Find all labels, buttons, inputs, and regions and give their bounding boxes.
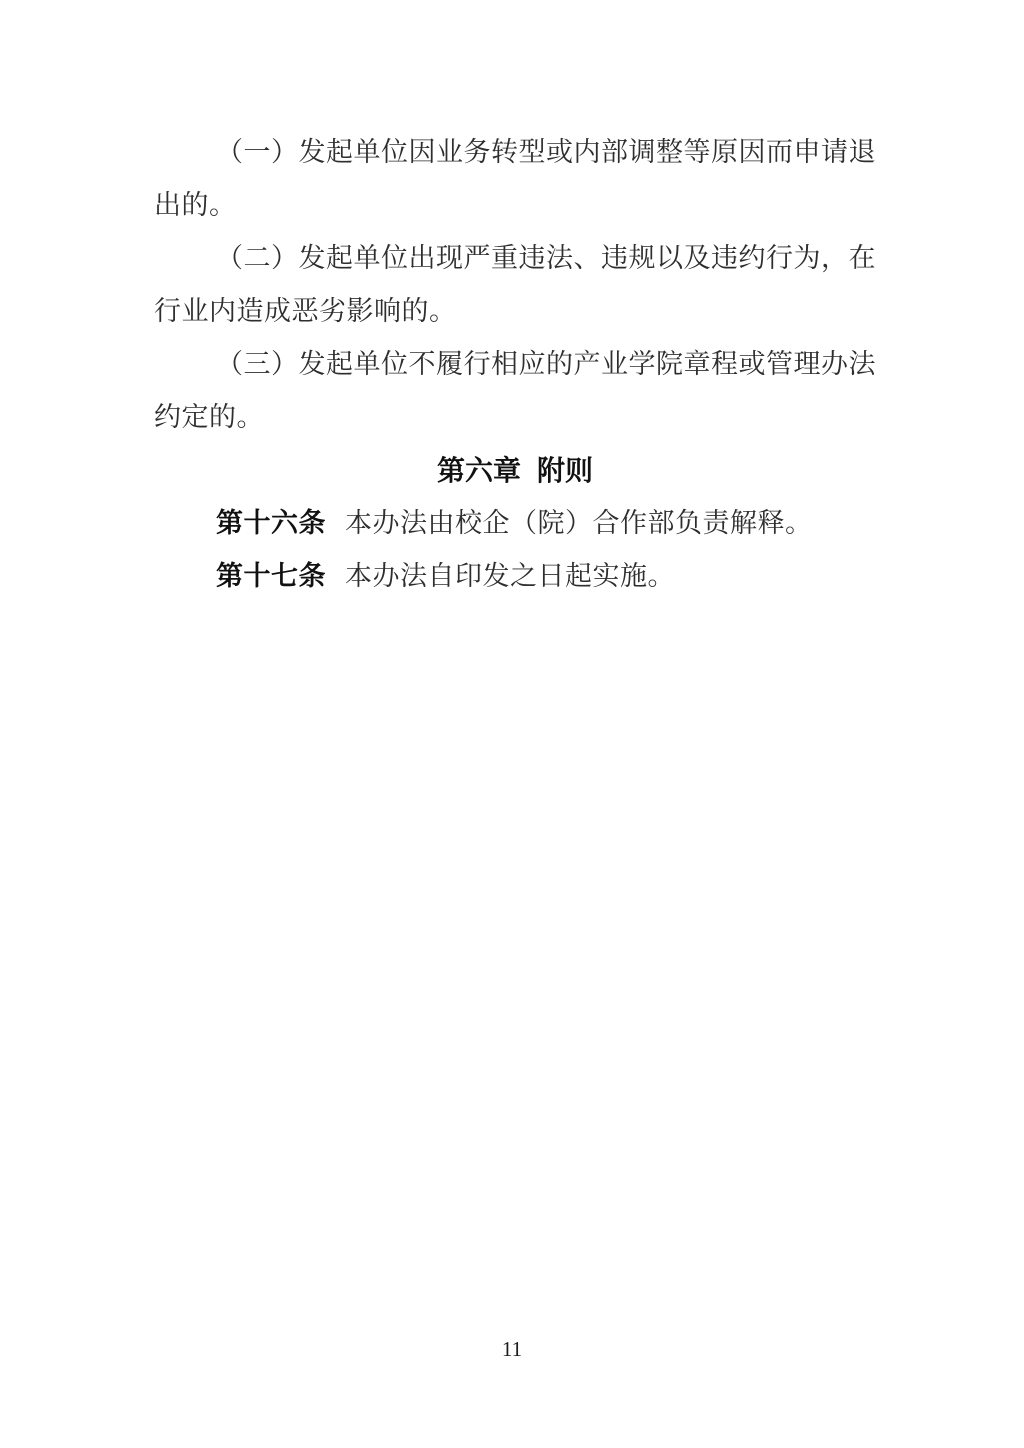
- article-17-text: 本办法自印发之日起实施。: [345, 561, 675, 591]
- clause-3: （三）发起单位不履行相应的产业学院章程或管理办法约定的。: [154, 349, 876, 432]
- document-body: [154, 126, 876, 603]
- page-number: 11: [501, 1337, 523, 1361]
- article-16-label: 第十六条: [216, 508, 326, 538]
- chapter-number: 第六章: [436, 455, 521, 486]
- article-17-label: 第十七条: [216, 561, 326, 591]
- article-16: [154, 497, 876, 550]
- clause-1: （一）发起单位因业务转型或内部调整等原因而申请退出的。: [154, 137, 876, 220]
- page-footer: [0, 1336, 1024, 1362]
- chapter-heading: [154, 444, 876, 497]
- clause-2: （二）发起单位出现严重违法、违规以及违约行为，在行业内造成恶劣影响的。: [154, 243, 876, 326]
- article-17: [154, 550, 876, 603]
- chapter-title: 附则: [537, 455, 594, 486]
- article-16-text: 本办法由校企（院）合作部负责解释。: [345, 508, 813, 538]
